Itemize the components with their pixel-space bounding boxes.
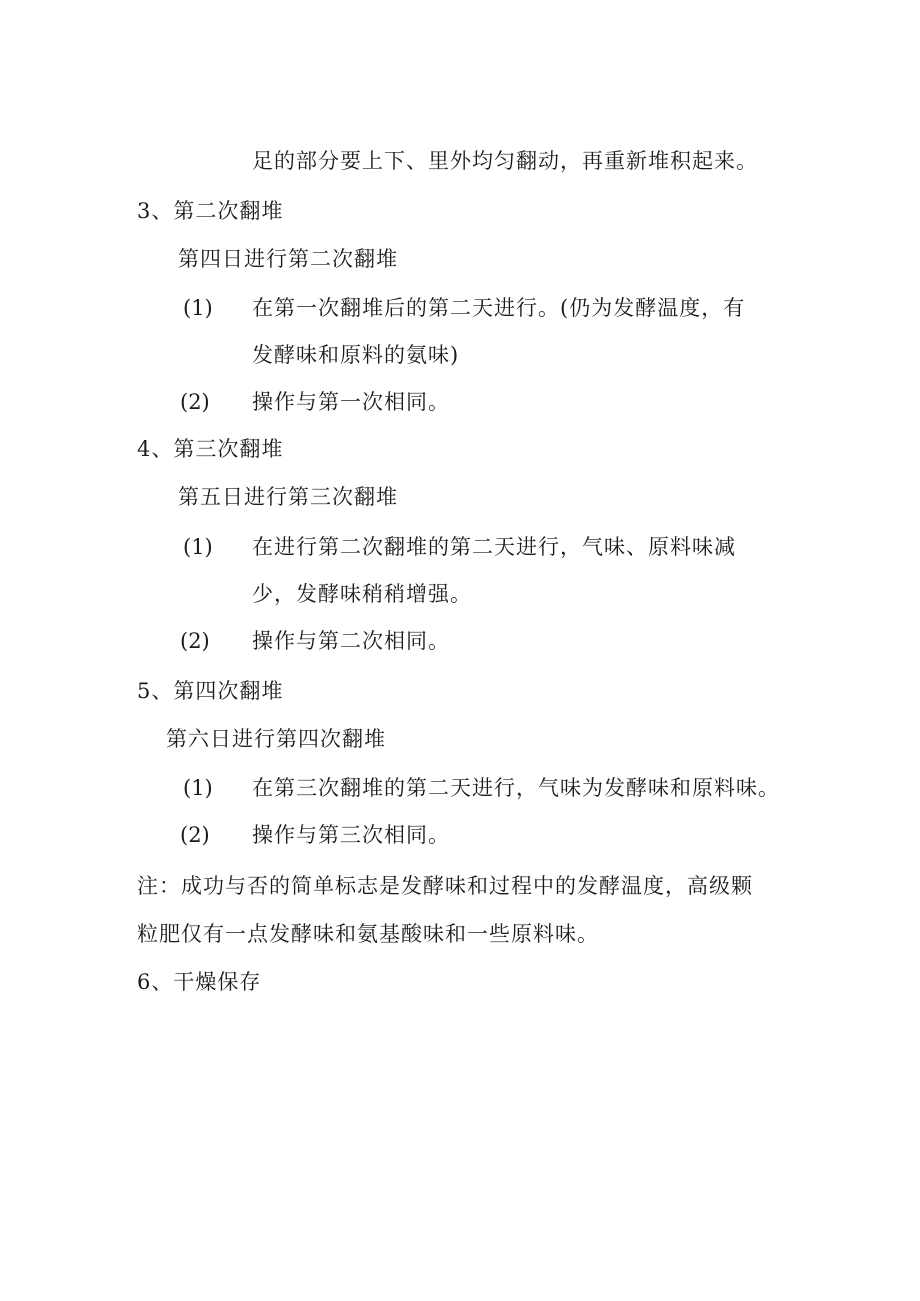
item-text-line: 在第三次翻堆的第二天进行，气味为发酵味和原料味。 xyxy=(252,776,780,800)
item-text-line: 在进行第二次翻堆的第二天进行，气味、原料味减 xyxy=(252,535,736,559)
item-text-line: 在第一次翻堆后的第二天进行。(仍为发酵温度，有 xyxy=(252,296,746,320)
item-marker: (2) xyxy=(180,823,210,847)
item-marker: (2) xyxy=(180,390,210,414)
item-marker: (1) xyxy=(183,535,213,559)
section-heading: 4、第三次翻堆 xyxy=(137,437,284,461)
item-text-line: 操作与第三次相同。 xyxy=(252,823,450,847)
note-line: 注：成功与否的简单标志是发酵味和过程中的发酵温度，高级颗 xyxy=(137,874,753,898)
item-text-line: 操作与第一次相同。 xyxy=(252,390,450,414)
item-text-line: 少，发酵味稍稍增强。 xyxy=(252,582,472,606)
section-heading: 3、第二次翻堆 xyxy=(137,199,284,223)
item-text-line: 操作与第二次相同。 xyxy=(252,629,450,653)
item-marker: (2) xyxy=(180,629,210,653)
item-marker: (1) xyxy=(183,296,213,320)
section-intro: 第五日进行第三次翻堆 xyxy=(178,485,398,509)
item-text-line: 发酵味和原料的氨味) xyxy=(252,343,460,367)
section-heading: 6、干燥保存 xyxy=(137,970,262,994)
section-intro: 第四日进行第二次翻堆 xyxy=(178,247,398,271)
note-line: 粒肥仅有一点发酵味和氨基酸味和一些原料味。 xyxy=(137,922,599,946)
section-heading: 5、第四次翻堆 xyxy=(137,679,284,703)
item-marker: (1) xyxy=(183,776,213,800)
continuation-text: 足的部分要上下、里外均匀翻动，再重新堆积起来。 xyxy=(252,149,758,173)
section-intro: 第六日进行第四次翻堆 xyxy=(166,727,386,751)
